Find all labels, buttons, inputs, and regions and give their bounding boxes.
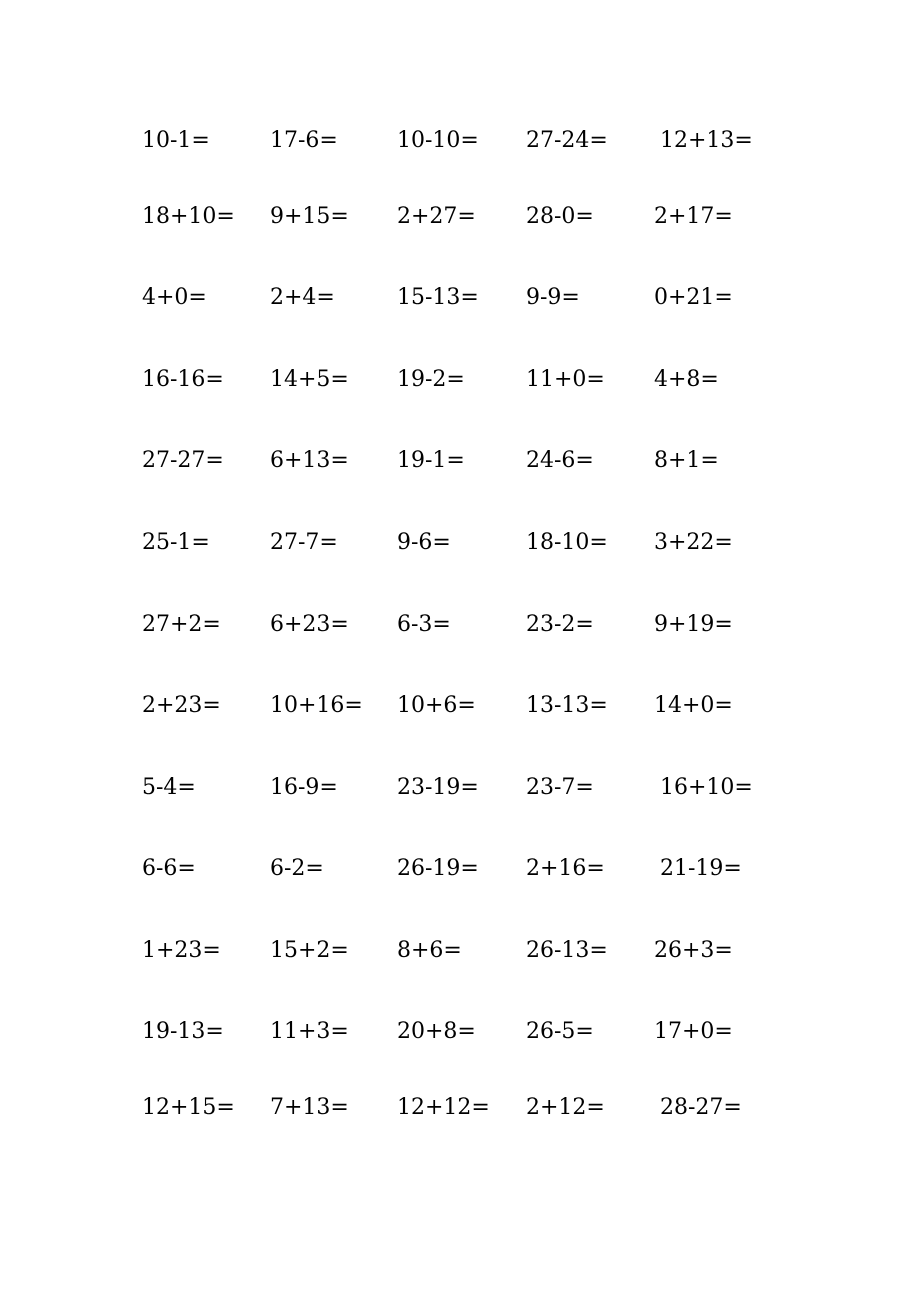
math-problem: 27-7=: [270, 530, 338, 555]
math-problem: 23-7=: [526, 775, 594, 800]
math-problem: 6-3=: [397, 612, 451, 637]
math-problem: 24-6=: [526, 448, 594, 473]
math-problem: 16-9=: [270, 775, 338, 800]
math-problem: 6-2=: [270, 856, 324, 881]
math-problem: 2+16=: [526, 856, 605, 881]
math-problem: 8+1=: [654, 448, 719, 473]
math-problem: 12+15=: [142, 1095, 235, 1120]
math-problem: 15+2=: [270, 938, 349, 963]
math-problem: 10-10=: [397, 128, 479, 153]
math-problem: 26-19=: [397, 856, 479, 881]
math-problem: 16+10=: [660, 775, 753, 800]
math-problem: 4+8=: [654, 367, 719, 392]
math-problem: 4+0=: [142, 285, 207, 310]
math-problem: 10+6=: [397, 693, 476, 718]
math-problem: 17+0=: [654, 1019, 733, 1044]
math-problem: 20+8=: [397, 1019, 476, 1044]
math-problem: 12+12=: [397, 1095, 490, 1120]
math-problem: 23-2=: [526, 612, 594, 637]
math-problem: 13-13=: [526, 693, 608, 718]
math-problem: 9+15=: [270, 204, 349, 229]
math-problem: 2+4=: [270, 285, 335, 310]
math-problem: 18+10=: [142, 204, 235, 229]
math-problem: 21-19=: [660, 856, 742, 881]
math-problem: 25-1=: [142, 530, 210, 555]
math-problem: 28-27=: [660, 1095, 742, 1120]
math-problem: 16-16=: [142, 367, 224, 392]
math-problem: 26-13=: [526, 938, 608, 963]
math-problem: 26+3=: [654, 938, 733, 963]
math-problem: 19-13=: [142, 1019, 224, 1044]
math-problem: 26-5=: [526, 1019, 594, 1044]
math-problem: 11+3=: [270, 1019, 349, 1044]
math-problem: 1+23=: [142, 938, 221, 963]
math-problem: 27-27=: [142, 448, 224, 473]
math-problem: 19-2=: [397, 367, 465, 392]
math-problem: 14+5=: [270, 367, 349, 392]
math-problem: 9-9=: [526, 285, 580, 310]
math-problem: 17-6=: [270, 128, 338, 153]
math-problem: 27-24=: [526, 128, 608, 153]
math-problem: 11+0=: [526, 367, 605, 392]
math-problem: 2+12=: [526, 1095, 605, 1120]
math-problem: 5-4=: [142, 775, 196, 800]
math-problem: 14+0=: [654, 693, 733, 718]
math-problem: 19-1=: [397, 448, 465, 473]
math-problem: 23-19=: [397, 775, 479, 800]
math-problem: 7+13=: [270, 1095, 349, 1120]
math-problem: 10-1=: [142, 128, 210, 153]
math-problem: 15-13=: [397, 285, 479, 310]
math-problem: 27+2=: [142, 612, 221, 637]
math-problem: 2+27=: [397, 204, 476, 229]
math-problem: 18-10=: [526, 530, 608, 555]
math-problem: 2+23=: [142, 693, 221, 718]
math-problem: 8+6=: [397, 938, 462, 963]
math-problem: 28-0=: [526, 204, 594, 229]
math-problem: 3+22=: [654, 530, 733, 555]
math-problem: 12+13=: [660, 128, 753, 153]
math-problem: 9-6=: [397, 530, 451, 555]
math-problem: 6-6=: [142, 856, 196, 881]
math-problem: 0+21=: [654, 285, 733, 310]
math-problem: 6+23=: [270, 612, 349, 637]
math-problem: 10+16=: [270, 693, 363, 718]
math-problem: 6+13=: [270, 448, 349, 473]
math-problem: 2+17=: [654, 204, 733, 229]
math-problem: 9+19=: [654, 612, 733, 637]
